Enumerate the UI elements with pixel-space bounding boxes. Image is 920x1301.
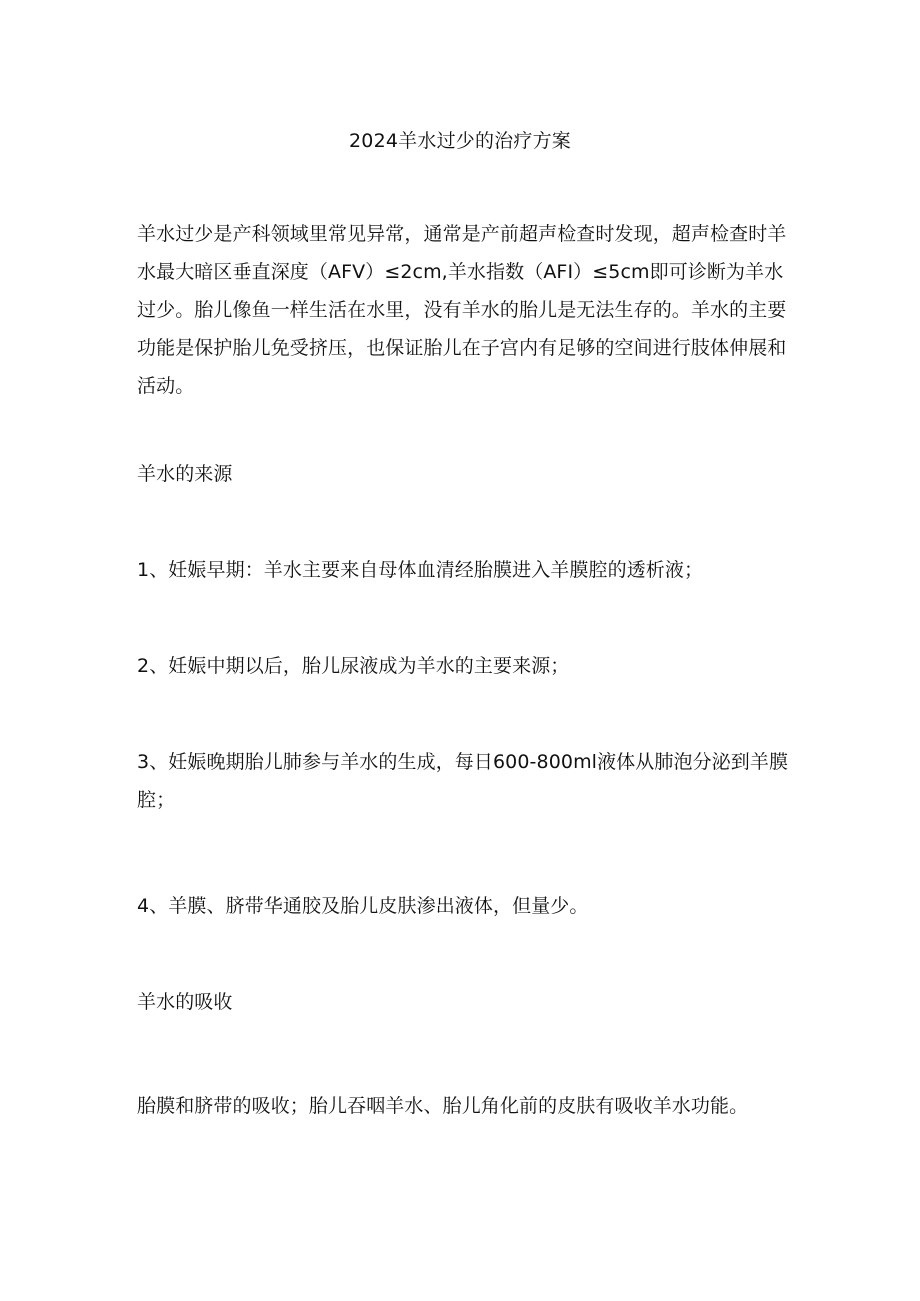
source-item-4: 4、羊膜、脐带华通胶及胎儿皮肤渗出液体，但量少。 [137,895,589,917]
source-item-1: 1、妊娠早期：羊水主要来自母体血清经胎膜进入羊膜腔的透析液； [137,559,704,581]
source-item-3: 3、妊娠晚期胎儿肺参与羊水的生成，每日600-800ml液体从肺泡分泌到羊膜腔； [137,751,789,811]
source-heading: 羊水的来源 [137,463,233,485]
intro-paragraph: 羊水过少是产科领域里常见异常，通常是产前超声检查时发现，超声检查时羊水最大暗区垂直深度（AFV）≤2cm,羊水指数（AFI）≤5cm即可诊断为羊水过少。胎儿像鱼一样生活在水里，没有羊水的胎儿是无法生存的。羊水的主要功能是保护胎儿免受挤压，也保证胎儿在子宫内有足够的空间进行肢体伸展和活动。 [137,223,787,397]
absorption-paragraph: 胎膜和脐带的吸收；胎儿吞咽羊水、胎儿角化前的皮肤有吸收羊水功能。 [137,1095,749,1117]
source-item-2: 2、妊娠中期以后，胎儿尿液成为羊水的主要来源； [137,655,570,677]
absorption-heading: 羊水的吸收 [137,991,233,1013]
document-title: 2024羊水过少的治疗方案 [349,130,571,152]
